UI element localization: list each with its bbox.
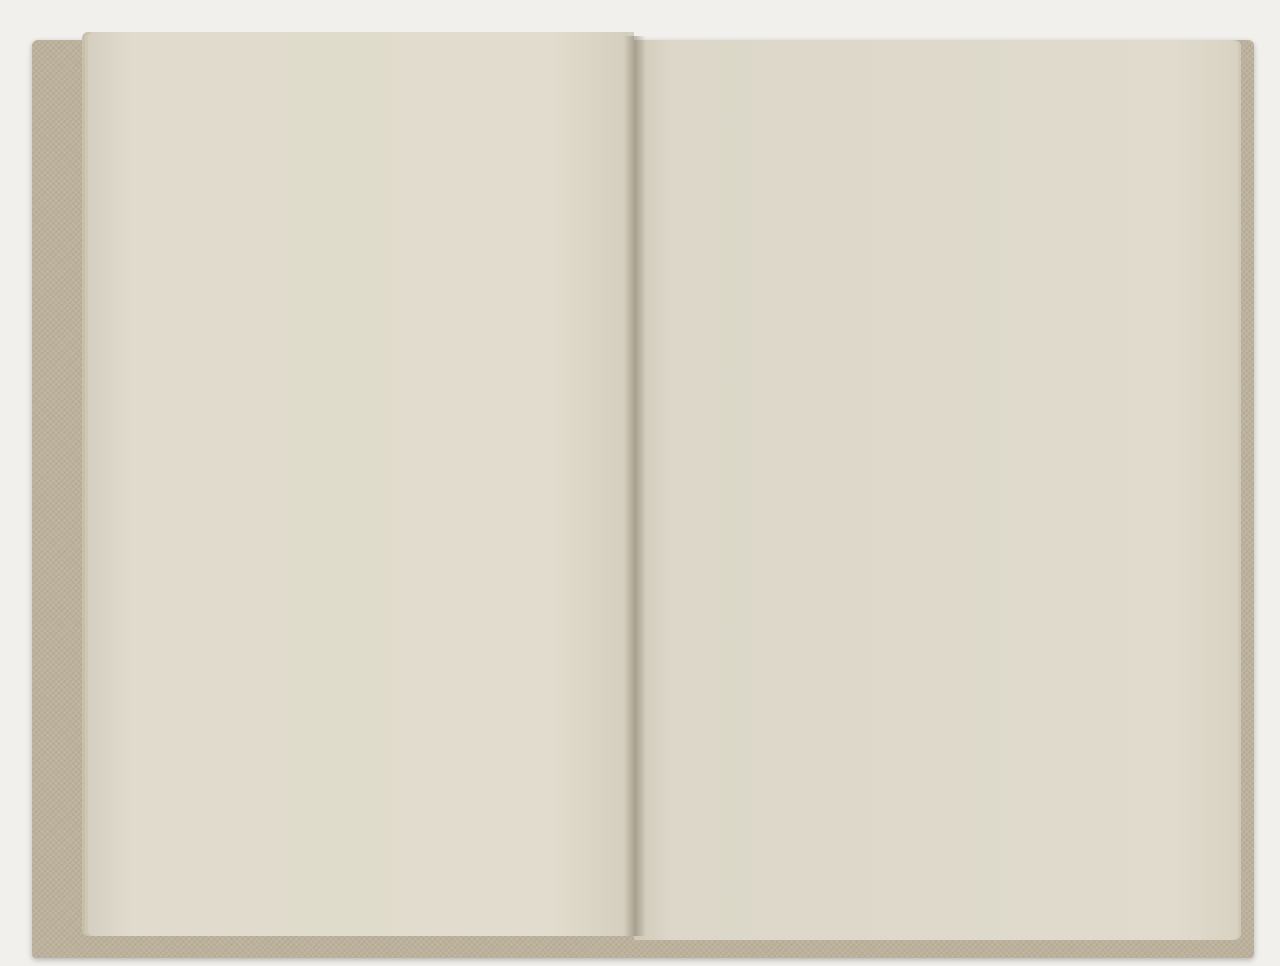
left-page xyxy=(88,32,634,936)
left-table-of-contents xyxy=(176,114,588,118)
right-page xyxy=(634,40,1238,940)
right-table-of-contents xyxy=(689,124,1099,125)
